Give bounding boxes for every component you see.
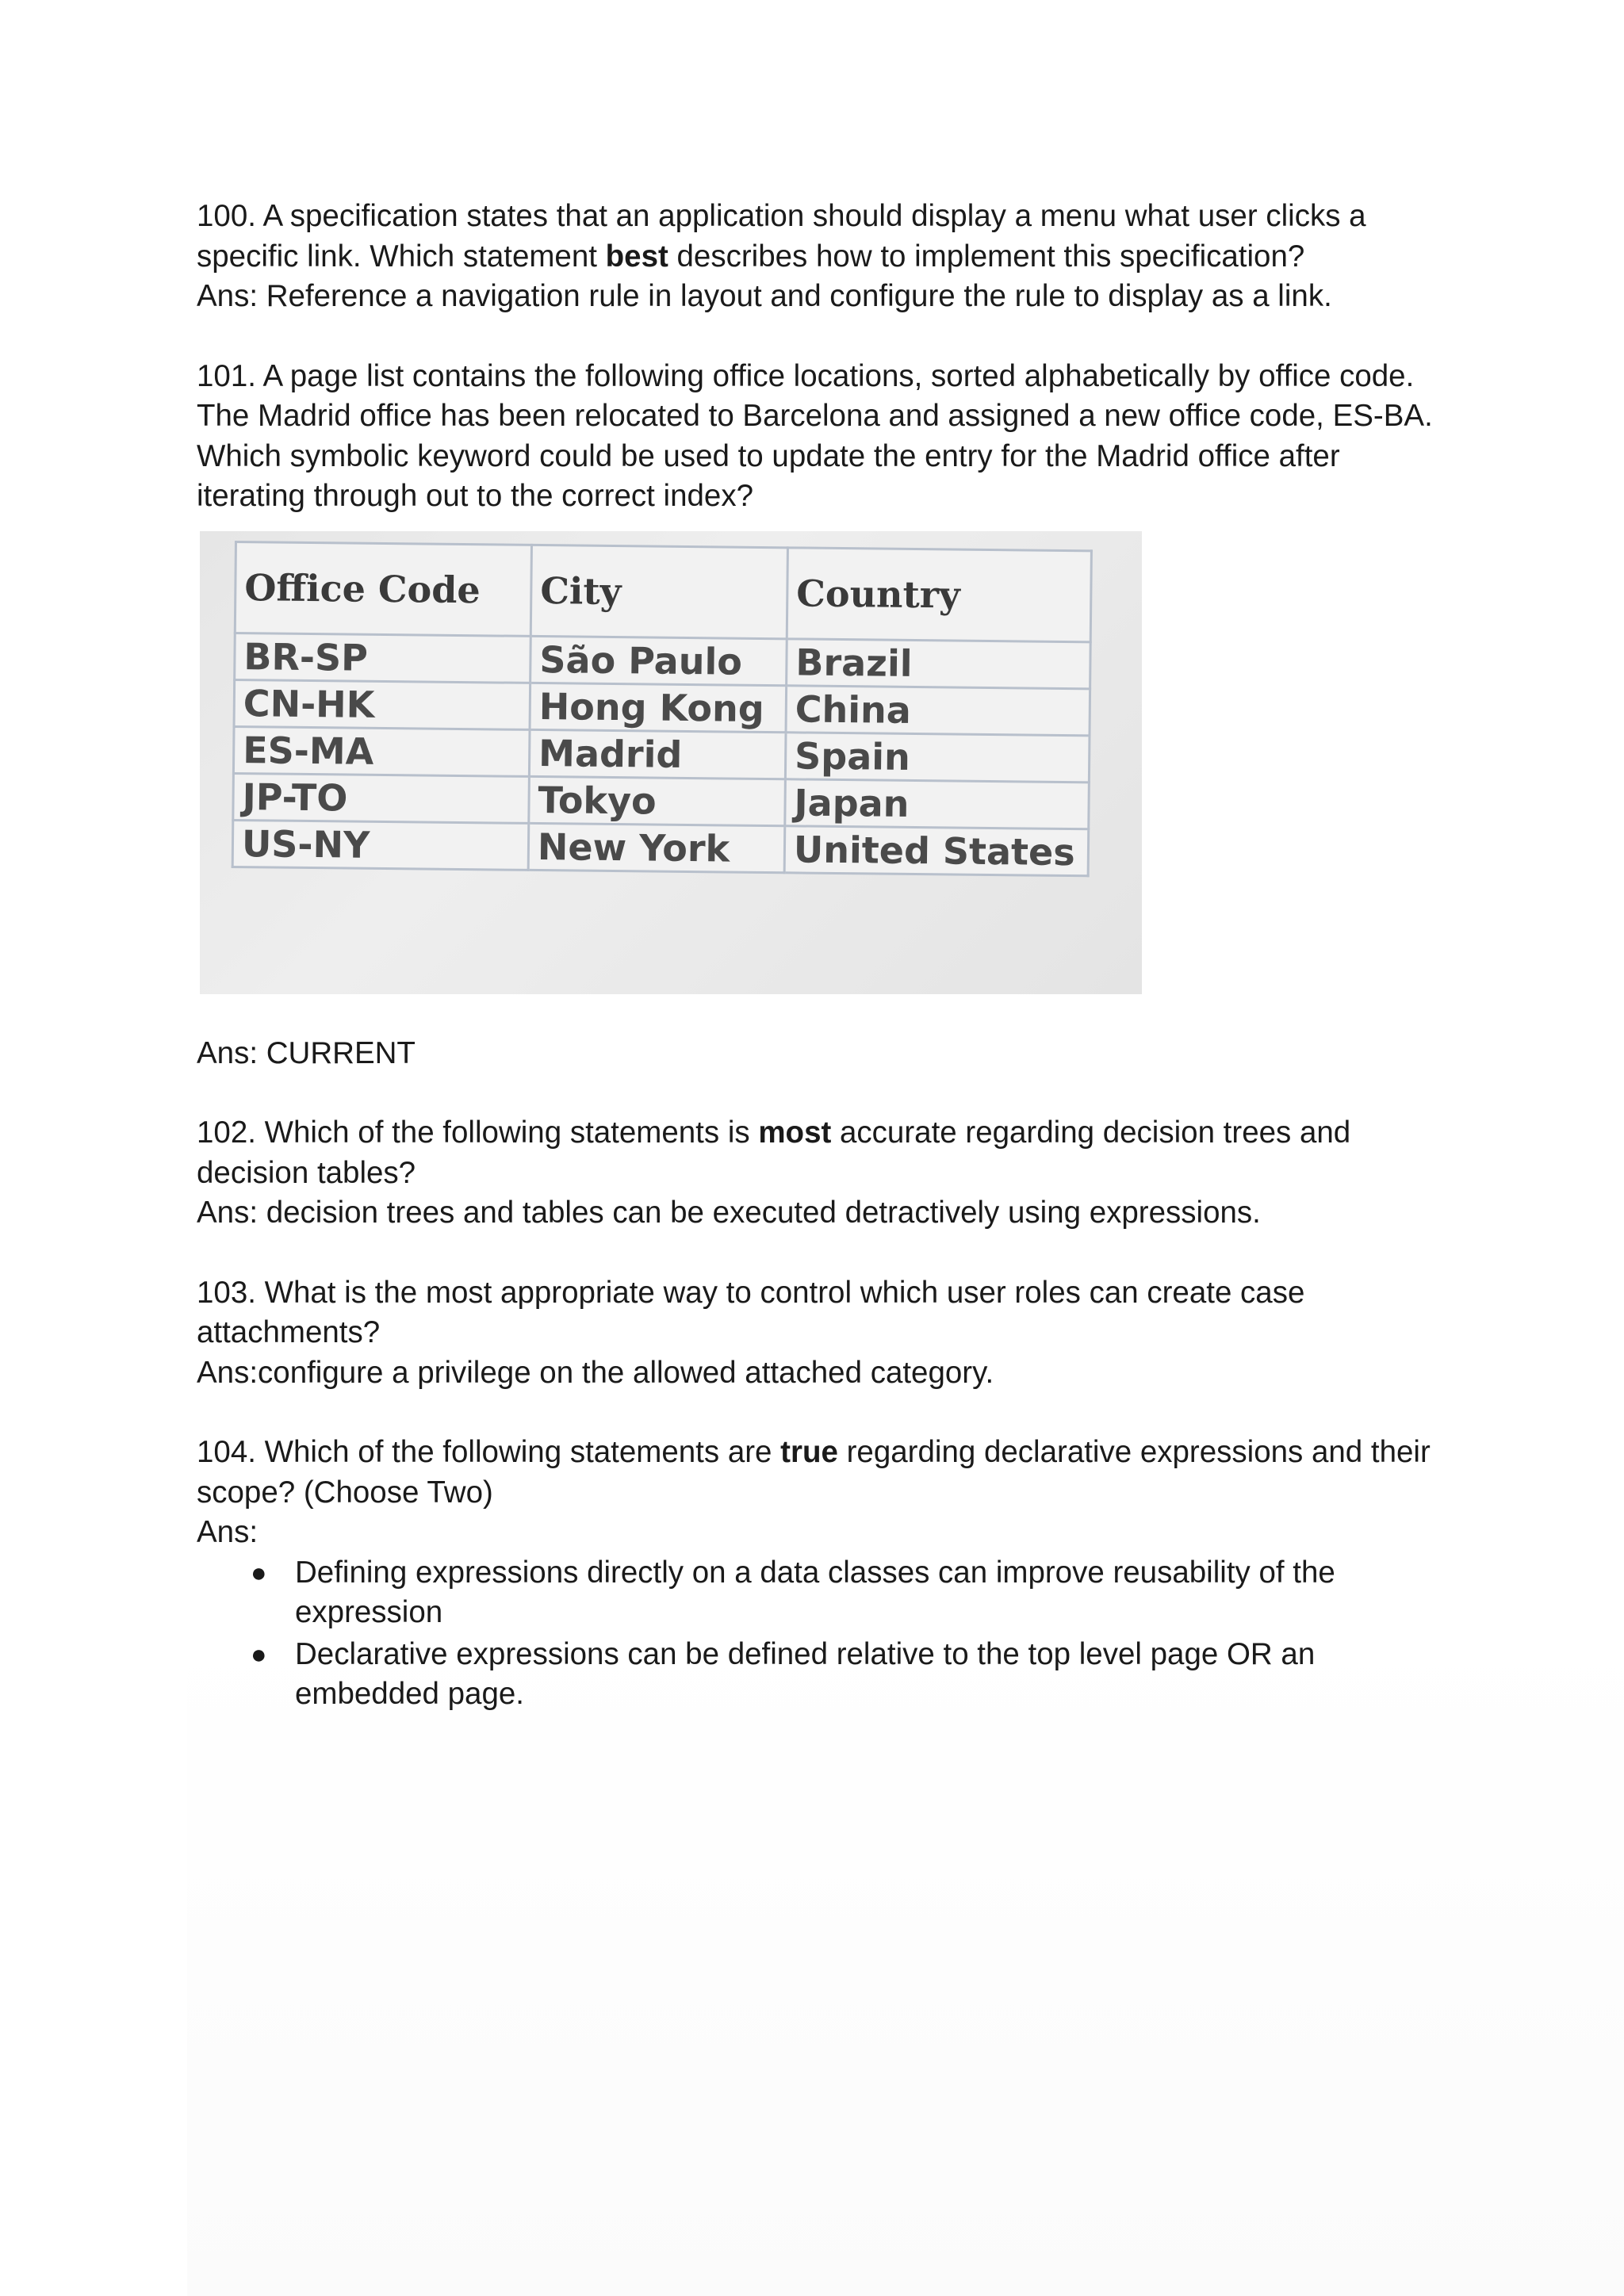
question-text-line: 103. What is the most appropriate way to control which user roles can create case xyxy=(197,1275,1305,1310)
question-104 xyxy=(197,1433,1434,1715)
cell-country: China xyxy=(786,685,1090,735)
cell-city: São Paulo xyxy=(530,636,787,685)
bullet-icon: ● xyxy=(251,1557,267,1588)
table-row xyxy=(234,679,1090,735)
question-text-line: The Madrid office has been relocated to Barcelona and assigned a new office code, ES-BA. xyxy=(197,399,1433,433)
question-text-line: 101. A page list contains the following office locations, sorted alphabetically by office code. xyxy=(197,358,1415,393)
cell-country: Japan xyxy=(785,779,1090,828)
cell-city: New York xyxy=(528,823,785,872)
bullet-icon: ● xyxy=(251,1639,267,1670)
cell-city: Tokyo xyxy=(529,776,786,825)
header-country: Country xyxy=(787,547,1091,641)
question-text-line: Which symbolic keyword could be used to update the entry for the Madrid office after xyxy=(197,438,1340,473)
cell-country: Spain xyxy=(785,732,1090,782)
question-text-line: 100. A specification states that an application should display a menu what user clicks a xyxy=(197,199,1366,233)
question-text-line: 102. Which of the following statements is most accurate regarding decision trees and xyxy=(197,1115,1351,1150)
question-103 xyxy=(197,1273,1434,1394)
question-text-line: 104. Which of the following statements are true regarding declarative expressions and their xyxy=(197,1435,1431,1469)
answer-list xyxy=(197,1553,1434,1715)
cell-city: Hong Kong xyxy=(530,683,787,732)
document-content xyxy=(197,197,1434,1755)
header-city: City xyxy=(530,545,787,638)
office-table-image xyxy=(200,531,1142,994)
question-102 xyxy=(197,1113,1434,1234)
question-text-line: scope? (Choose Two) xyxy=(197,1475,493,1510)
table-row xyxy=(233,726,1090,782)
answer-text: Ans: Reference a navigation rule in layout and configure the rule to display as a link. xyxy=(197,279,1332,313)
question-text-line: attachments? xyxy=(197,1315,381,1349)
table-row xyxy=(232,820,1089,875)
header-office-code: Office Code xyxy=(235,541,531,636)
question-101 xyxy=(197,357,1434,517)
table-row xyxy=(235,633,1091,688)
answer-label: Ans: xyxy=(197,1515,259,1549)
office-locations-table xyxy=(232,541,1093,877)
question-text-line: specific link. Which statement best describes how to implement this specification? xyxy=(197,239,1305,274)
table-header-row xyxy=(235,541,1091,641)
answer-text: Ans: decision trees and tables can be executed detractively using expressions. xyxy=(197,1196,1261,1230)
table-row xyxy=(233,773,1090,828)
list-item xyxy=(251,1553,1434,1633)
cell-office-code: ES-MA xyxy=(233,726,530,776)
question-100 xyxy=(197,197,1434,317)
cell-country: United States xyxy=(784,825,1089,875)
question-text-line: decision tables? xyxy=(197,1155,416,1190)
cell-country: Brazil xyxy=(787,638,1091,688)
cell-city: Madrid xyxy=(529,729,786,779)
list-item xyxy=(251,1635,1434,1715)
cell-office-code: JP-TO xyxy=(233,773,530,823)
list-item-text: Declarative expressions can be defined relative to the top level page OR an embedded page. xyxy=(295,1636,1316,1711)
cell-office-code: BR-SP xyxy=(235,633,531,683)
question-text-line: iterating through out to the correct index? xyxy=(197,479,753,513)
cell-office-code: US-NY xyxy=(232,820,529,870)
cell-office-code: CN-HK xyxy=(234,679,530,729)
answer-text: Ans: CURRENT xyxy=(197,1035,416,1070)
answer-text: Ans:configure a privilege on the allowed attached category. xyxy=(197,1355,994,1390)
list-item-text: Defining expressions directly on a data classes can improve reusability of the expression xyxy=(295,1555,1335,1629)
